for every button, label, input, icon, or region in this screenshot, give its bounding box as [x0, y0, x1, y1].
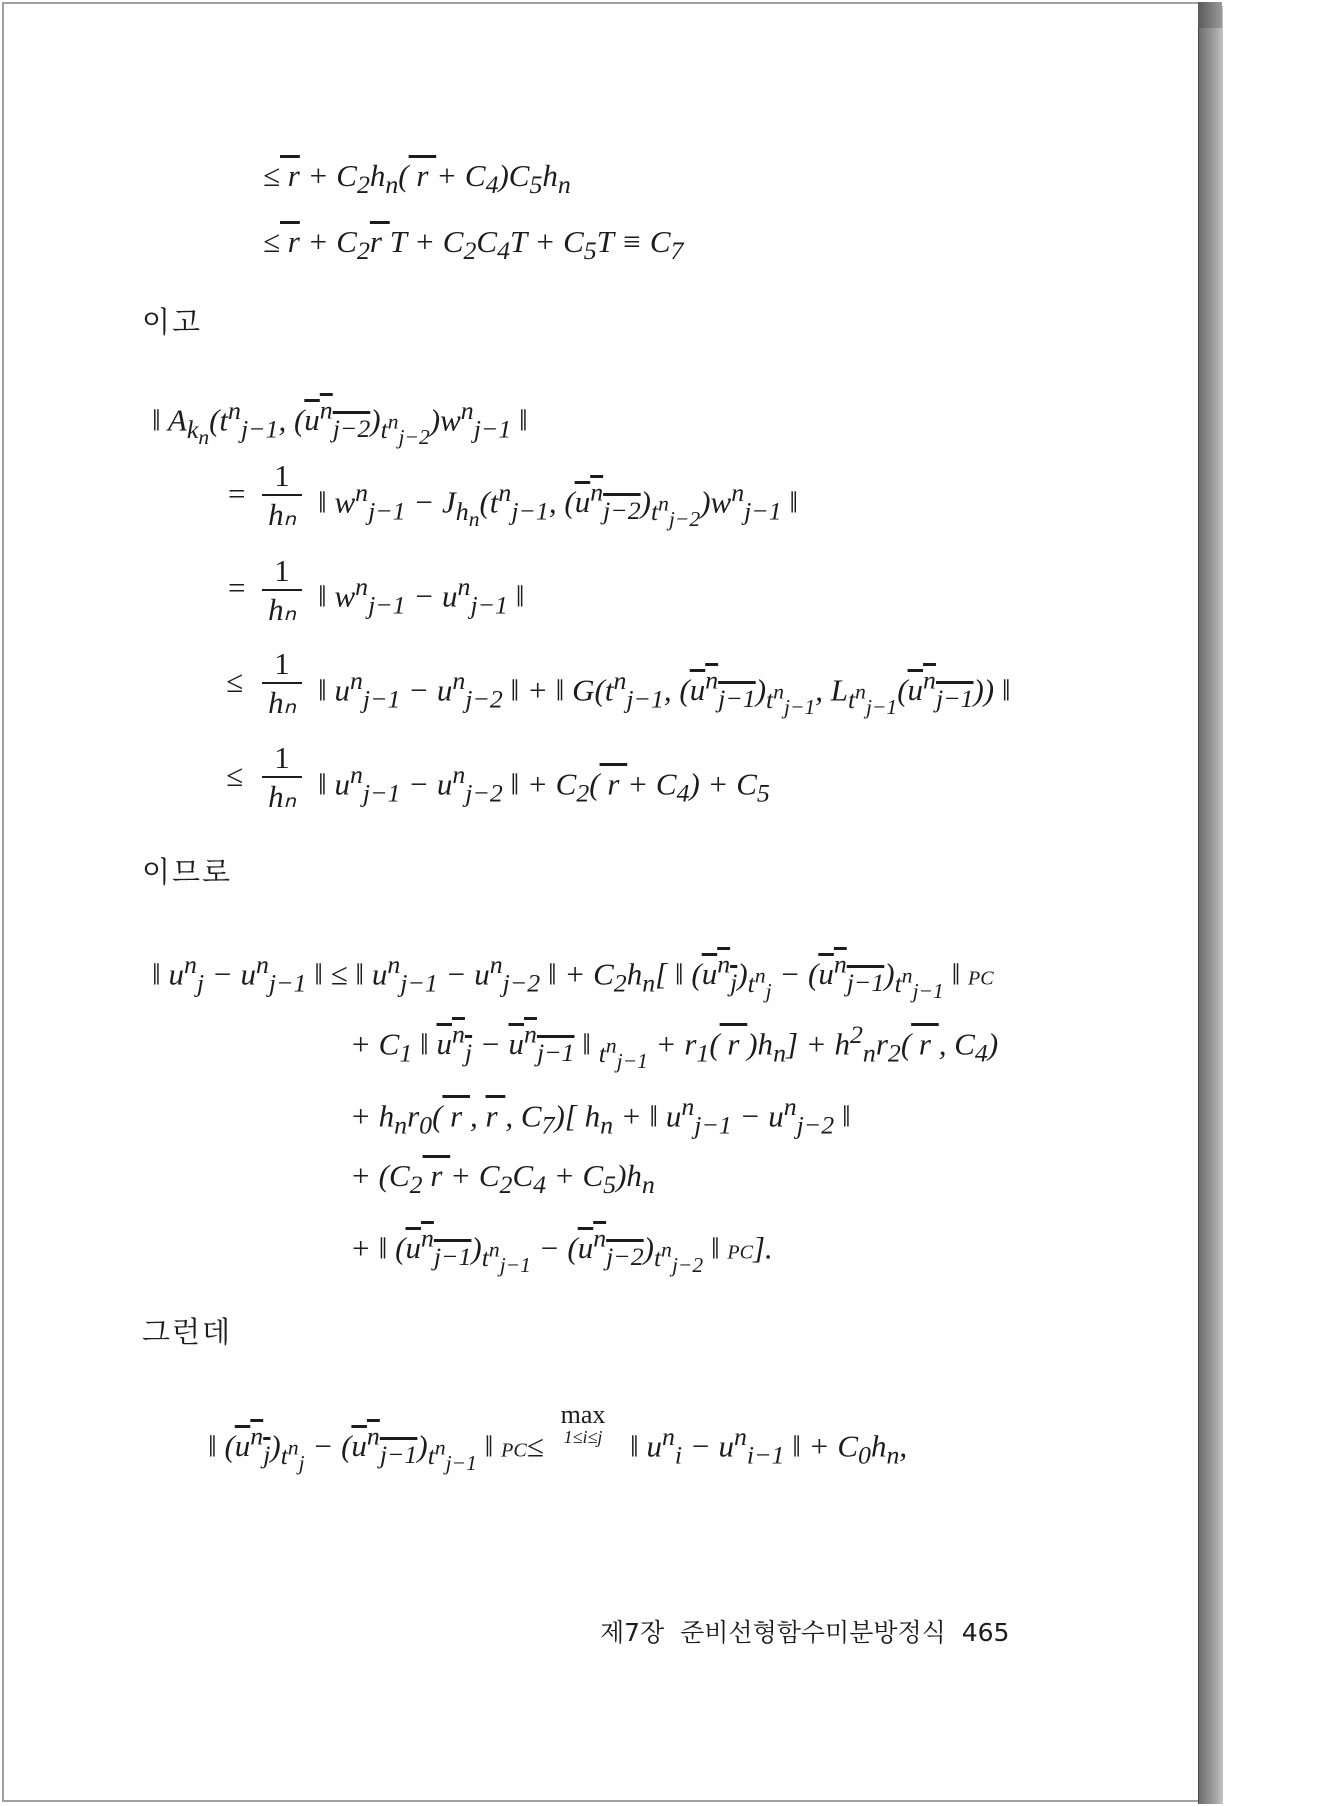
equation-line-10: + $h_nr_0$( r , r , $C_7$)[ $h_n$ + ‖ $u^n_{j-1} - u^n_{j-2}$ ‖: [350, 1092, 851, 1140]
fraction-1-over-hn: $\frac{1}{\text{hₙ}}$: [262, 460, 302, 532]
equation-line-8: ‖ $u^n_j - u^n_{j-1}$ ‖ ≤ ‖ $u^n_{j-1} - u^n_{j-2}$ ‖ + $C_2h_n$[ ‖ $(u^n_j)_{t^n_j} - (u^n_{j-1})_{t^n_{j-1}}$ ‖ PC: [152, 950, 994, 1003]
equation-line-13-left: ‖ $(u^n_j)_{t^n_j} - (u^n_{j-1})_{t^n_{j-1}}$ ‖ PC≤: [208, 1422, 544, 1475]
page-edge-cap: [1198, 2, 1222, 28]
page-edge: [1198, 6, 1223, 1804]
equation-line-13-right: ‖ $u^n_i - u^n_{i-1}$ ‖ + $C_0h_n$,: [630, 1422, 908, 1470]
equation-line-9: + $C_1$ ‖ $u^n_j - u^n_{j-1}$ ‖ $_{t^n_{j-1}} + r_1$( r )$h_n] + h^2_nr_2$( r , $C_4$): [350, 1020, 999, 1073]
fraction-1-over-hn: $\frac{1}{\text{hₙ}}$: [262, 555, 302, 627]
equation-line-6-le: ≤: [226, 664, 244, 699]
equation-line-7-le: ≤: [226, 758, 244, 793]
connective-imeuro: 이므로: [142, 855, 233, 889]
equation-line-7: ‖ $u^n_{j-1} - u^n_{j-2}$ ‖ + $C_2$( $r + C_4) + C_5$: [318, 760, 770, 808]
equation-line-3: ‖ $A_{k_n}(t^n_{j-1}$, $(u^n_{j-2})_{t^n_{j-2}})w^n_{j-1}$ ‖: [152, 396, 528, 449]
connective-igo: 이고: [142, 305, 203, 339]
page-footer: [600, 1613, 1009, 1649]
equation-line-1: ≤ $r + C_2h_n$( $r + C_4)C_5h_n$: [263, 158, 571, 200]
max-operator: max 1≤i≤j: [560, 1400, 606, 1447]
fraction-1-over-hn: $\frac{1}{\text{hₙ}}$: [262, 648, 302, 720]
equation-line-4: ‖ $w^n_{j-1} - J_{h_n}(t^n_{j-1}$, $(u^n_{j-2})_{t^n_{j-2}})w^n_{j-1}$ ‖: [318, 478, 799, 531]
equation-line-6: ‖ $u^n_{j-1} - u^n_{j-2}$ ‖ + ‖ $G(t^n_{j-1}$, $(u^n_{j-1})_{t^n_{j-1}}$, $L_{t^n_{j-1}}(u^n_{j-1})$) ‖: [318, 666, 1011, 719]
equation-line-5-eq: =: [226, 570, 247, 605]
book-page: [2, 2, 1204, 1802]
equation-line-4-eq: =: [226, 476, 247, 511]
equation-line-11: + ($C_2$ $r + C_2C_4 + C_5)h_n$: [350, 1158, 655, 1200]
chapter-label: 제7장: [600, 1618, 665, 1647]
page-number: 465: [961, 1618, 1010, 1647]
chapter-title: 준비선형함수미분방정식: [680, 1618, 946, 1647]
fraction-1-over-hn: $\frac{1}{\text{hₙ}}$: [262, 742, 302, 814]
equation-line-2: ≤ $r + C_2r$ $T + C_2C_4T + C_5T \equiv C_7$: [263, 224, 684, 266]
equation-line-5: ‖ $w^n_{j-1} - u^n_{j-1}$ ‖: [318, 572, 525, 620]
equation-line-12: + ‖ $(u^n_{j-1})_{t^n_{j-1}} - (u^n_{j-2})_{t^n_{j-2}}$ ‖ PC].: [350, 1224, 773, 1277]
connective-geureonde: 그런데: [142, 1315, 233, 1349]
